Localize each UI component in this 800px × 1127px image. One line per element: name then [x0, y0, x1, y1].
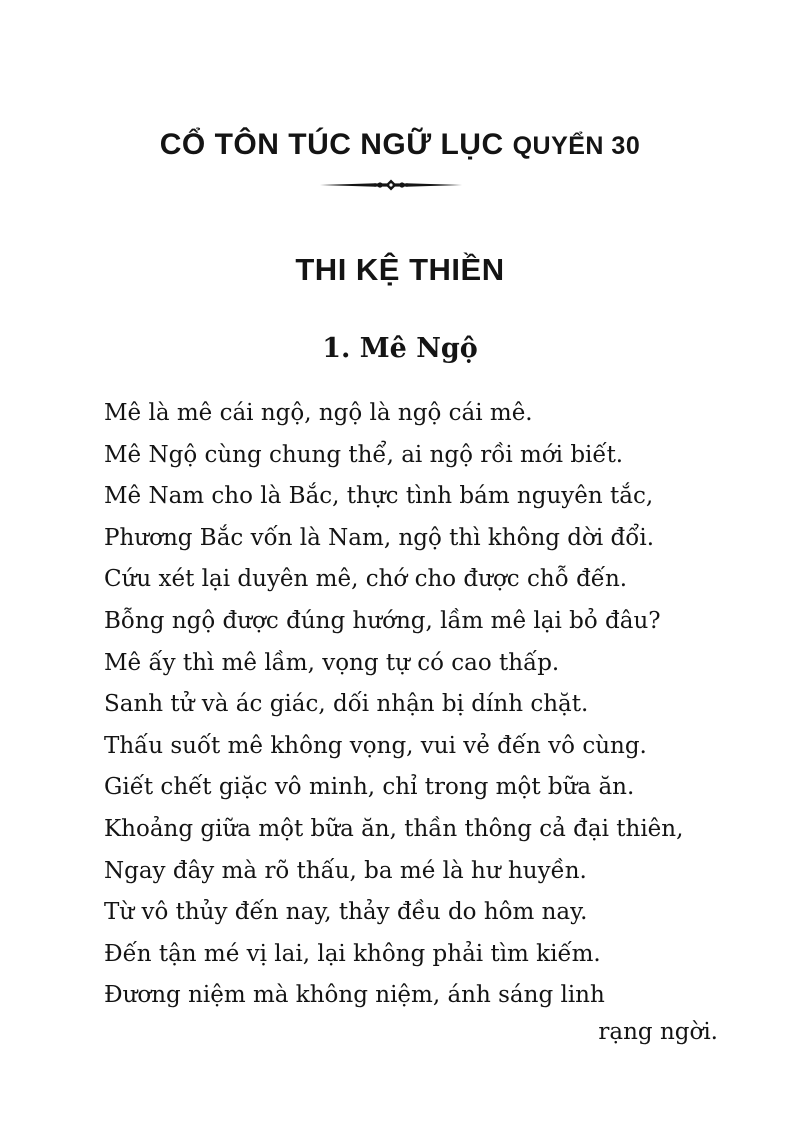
- poem-line: Giết chết giặc vô minh, chỉ trong một bữa ăn.: [104, 774, 635, 801]
- poem-title: 1. Mê Ngộ: [322, 333, 478, 364]
- poem-line: Đến tận mé vị lai, lại không phải tìm kiếm.: [104, 940, 601, 967]
- poem-body: [104, 393, 724, 1017]
- running-header: [0, 128, 800, 162]
- poem-line: Phương Bắc vốn là Nam, ngộ thì không dời đổi.: [104, 524, 655, 551]
- header-title: CỔ TÔN TÚC NGỮ LỤC: [159, 128, 504, 161]
- poem-line: Cứu xét lại duyên mê, chớ cho được chỗ đến.: [104, 566, 628, 593]
- poem-line-continuation: rạng ngời.: [598, 1019, 718, 1045]
- poem-line: Mê Nam cho là Bắc, thực tình bám nguyên tắc,: [104, 483, 654, 510]
- poem-line: Đương niệm mà không niệm, ánh sáng linh: [104, 982, 605, 1009]
- poem-line: Ngay đây mà rõ thấu, ba mé là hư huyền.: [104, 857, 587, 884]
- poem-line: Sanh tử và ác giác, dối nhận bị dính chặt.: [104, 691, 589, 718]
- poem-line: Thấu suốt mê không vọng, vui vẻ đến vô cùng.: [104, 732, 647, 759]
- poem-line: Khoảng giữa một bữa ăn, thần thông cả đại thiên,: [104, 815, 684, 842]
- poem-line: Từ vô thủy đến nay, thảy đều do hôm nay.: [104, 899, 588, 926]
- poem-line: Mê là mê cái ngộ, ngộ là ngộ cái mê.: [104, 400, 533, 426]
- divider-ornament-icon: [318, 176, 464, 194]
- poem-line: Mê Ngộ cùng chung thể, ai ngộ rồi mới biết.: [104, 441, 624, 468]
- poem-line: Bỗng ngộ được đúng hướng, lầm mê lại bỏ đâu?: [104, 607, 661, 634]
- poem-line: Mê ấy thì mê lầm, vọng tự có cao thấp.: [104, 649, 560, 676]
- section-title: THI KỆ THIỀN: [295, 252, 505, 287]
- header-volume: QUYỂN 30: [512, 132, 641, 160]
